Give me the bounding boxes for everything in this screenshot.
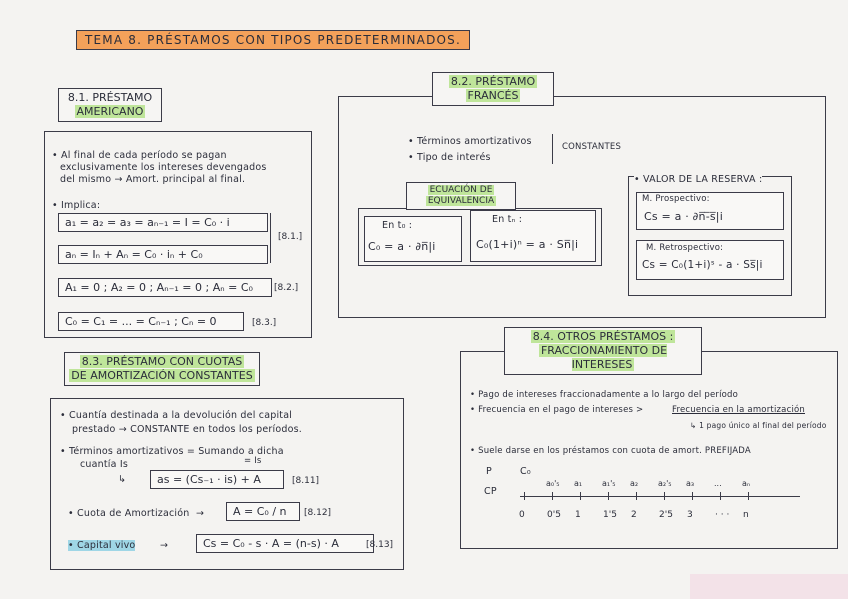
timeline-tick bbox=[748, 492, 749, 500]
timeline-top-label: ... bbox=[714, 479, 722, 488]
s83-line1: • Cuantía destinada a la devolución del capital bbox=[60, 410, 293, 421]
equivalencia-title-line2: EQUIVALENCIA bbox=[427, 196, 495, 206]
ref-8-2: [8.2.] bbox=[274, 283, 299, 293]
section-8-4-title-line1: 8.4. OTROS PRÉSTAMOS : bbox=[532, 330, 674, 343]
eq-tn-box bbox=[470, 210, 596, 262]
s81-text-line3: del mismo → Amort. principal al final. bbox=[60, 174, 246, 185]
s84-line3: ↳ 1 pago único al final del período bbox=[690, 421, 827, 430]
prospectivo-label: M. Prospectivo: bbox=[642, 194, 710, 204]
s84-line4: • Suele darse en los préstamos con cuota de amort. PREFIJADA bbox=[470, 446, 751, 456]
s83-line4: cuantía Is bbox=[80, 459, 129, 470]
capital-vivo-label bbox=[68, 540, 135, 552]
s81-text-line1: • Al final de cada período se pagan bbox=[52, 150, 227, 161]
timeline-top-label: a₀'₅ bbox=[546, 479, 560, 488]
section-8-1-title-line2: AMERICANO bbox=[76, 105, 144, 118]
formula-8-13: Cs = C₀ - s · A = (n-s) · A bbox=[196, 534, 374, 553]
section-8-4-title-line2: FRACCIONAMIENTO DE INTERESES bbox=[540, 344, 668, 371]
formula-8-1-b: aₙ = Iₙ + Aₙ = C₀ · iₙ + C₀ bbox=[58, 245, 268, 264]
cuota-amortizacion-label: • Cuota de Amortización bbox=[68, 508, 190, 519]
timeline-top-label: aₙ bbox=[742, 479, 751, 488]
timeline-tick bbox=[720, 492, 721, 500]
timeline-tick bbox=[636, 492, 637, 500]
eq-t0-label: En t₀ : bbox=[382, 220, 413, 231]
arrow-right-icon-2: → bbox=[160, 540, 169, 551]
s83-line3: • Términos amortizativos = Sumando a dicha bbox=[60, 446, 284, 457]
arrow-icon: ↳ bbox=[118, 474, 127, 485]
section-8-3-title-line2: DE AMORTIZACIÓN CONSTANTES bbox=[71, 369, 253, 382]
ref-8-3: [8.3.] bbox=[252, 318, 277, 328]
s84-line2a: • Frecuencia en el pago de intereses > bbox=[470, 405, 644, 415]
timeline-bottom-label: 3 bbox=[687, 510, 693, 520]
arrow-right-icon: → bbox=[196, 508, 205, 519]
s81-implica: • Implica: bbox=[52, 200, 101, 211]
capital-vivo-text: • Capital vivo bbox=[68, 540, 136, 551]
pink-smudge bbox=[690, 574, 848, 599]
timeline-bottom-label: 1'5 bbox=[603, 510, 617, 520]
timeline-axis bbox=[520, 496, 800, 497]
s82-bullet-tipo: • Tipo de interés bbox=[408, 152, 491, 163]
section-8-2-title-line2: FRANCÉS bbox=[467, 89, 519, 102]
formula-8-2: A₁ = 0 ; A₂ = 0 ; Aₙ₋₁ = 0 ; Aₙ = C₀ bbox=[58, 278, 272, 297]
section-8-3-title-line1: 8.3. PRÉSTAMO CON CUOTAS bbox=[81, 355, 243, 368]
formula-eq-t0: C₀ = a · ∂n̅|i bbox=[368, 240, 436, 253]
timeline-tick bbox=[608, 492, 609, 500]
ref-8-12: [8.12] bbox=[304, 508, 332, 518]
formula-retrospectivo: Cs = C₀(1+i)ˢ - a · Ss̅|i bbox=[642, 259, 763, 271]
section-8-1-tag bbox=[58, 88, 162, 122]
timeline-bottom-label: 0'5 bbox=[547, 510, 561, 520]
timeline-tick bbox=[664, 492, 665, 500]
formula-8-12: A = C₀ / n bbox=[226, 502, 300, 521]
equivalencia-title-line1: ECUACIÓN DE bbox=[429, 185, 493, 195]
formula-8-3: C₀ = C₁ = ... = Cₙ₋₁ ; Cₙ = 0 bbox=[58, 312, 244, 331]
timeline-tick bbox=[552, 492, 553, 500]
section-8-3-tag bbox=[64, 352, 260, 386]
timeline-bottom-label: 0 bbox=[519, 510, 525, 520]
s83-small-is: = Is bbox=[244, 456, 262, 466]
timeline-cp: CP bbox=[484, 486, 497, 497]
formula-prospectivo: Cs = a · ∂n̅-̅s̅|i bbox=[644, 210, 723, 223]
brace-constantes bbox=[552, 134, 557, 164]
timeline-tick bbox=[524, 492, 525, 500]
eq-tn-label: En tₙ : bbox=[492, 214, 523, 225]
formula-8-1-a: a₁ = a₂ = a₃ = aₙ₋₁ = I = C₀ · i bbox=[58, 213, 268, 232]
s82-bullet-terminos: • Términos amortizativos bbox=[408, 136, 532, 147]
timeline-bottom-label: 1 bbox=[575, 510, 581, 520]
ref-8-1: [8.1.] bbox=[278, 232, 303, 242]
formula-8-11: as = (Cs₋₁ · is) + A bbox=[150, 470, 284, 489]
timeline-tick bbox=[580, 492, 581, 500]
ref-8-11: [8.11] bbox=[292, 476, 320, 486]
section-8-1-title-line1: 8.1. PRÉSTAMO bbox=[67, 91, 153, 104]
timeline-p: P bbox=[486, 466, 492, 477]
timeline-bottom-label: 2'5 bbox=[659, 510, 673, 520]
equivalencia-tag bbox=[406, 182, 516, 210]
timeline-tick bbox=[692, 492, 693, 500]
brace-8-1 bbox=[270, 213, 276, 263]
timeline-bottom-label: n bbox=[743, 510, 749, 520]
ref-8-13: [8.13] bbox=[366, 540, 394, 550]
reserva-title: • VALOR DE LA RESERVA : bbox=[634, 174, 763, 185]
timeline-top-label: a₂'₅ bbox=[658, 479, 672, 488]
s83-line2: prestado → CONSTANTE en todos los períodos. bbox=[72, 424, 302, 435]
section-8-2-title-line1: 8.2. PRÉSTAMO bbox=[450, 75, 536, 88]
s84-line2b: Frecuencia en la amortización bbox=[672, 405, 805, 415]
retrospectivo-label: M. Retrospectivo: bbox=[646, 243, 724, 253]
timeline-top-label: a₂ bbox=[630, 479, 639, 488]
timeline-top-label: a₁'₅ bbox=[602, 479, 616, 488]
timeline-bottom-label: 2 bbox=[631, 510, 637, 520]
s81-text-line2: exclusivamente los intereses devengados bbox=[60, 162, 267, 173]
s84-line1: • Pago de intereses fraccionadamente a lo largo del período bbox=[470, 390, 739, 400]
timeline-bottom-label: · · · bbox=[715, 510, 730, 520]
timeline-c0: C₀ bbox=[520, 466, 531, 477]
section-8-2-tag bbox=[432, 72, 554, 106]
timeline-top-label: a₁ bbox=[574, 479, 583, 488]
s82-constantes: CONSTANTES bbox=[562, 142, 622, 152]
formula-eq-tn: C₀(1+i)ⁿ = a · Sn̅|i bbox=[476, 238, 579, 251]
section-8-4-tag bbox=[504, 327, 702, 375]
timeline-top-label: a₃ bbox=[686, 479, 695, 488]
eq-t0-box bbox=[364, 216, 462, 262]
timeline bbox=[500, 479, 800, 536]
page-title: TEMA 8. PRÉSTAMOS CON TIPOS PREDETERMINADOS. bbox=[76, 30, 470, 50]
